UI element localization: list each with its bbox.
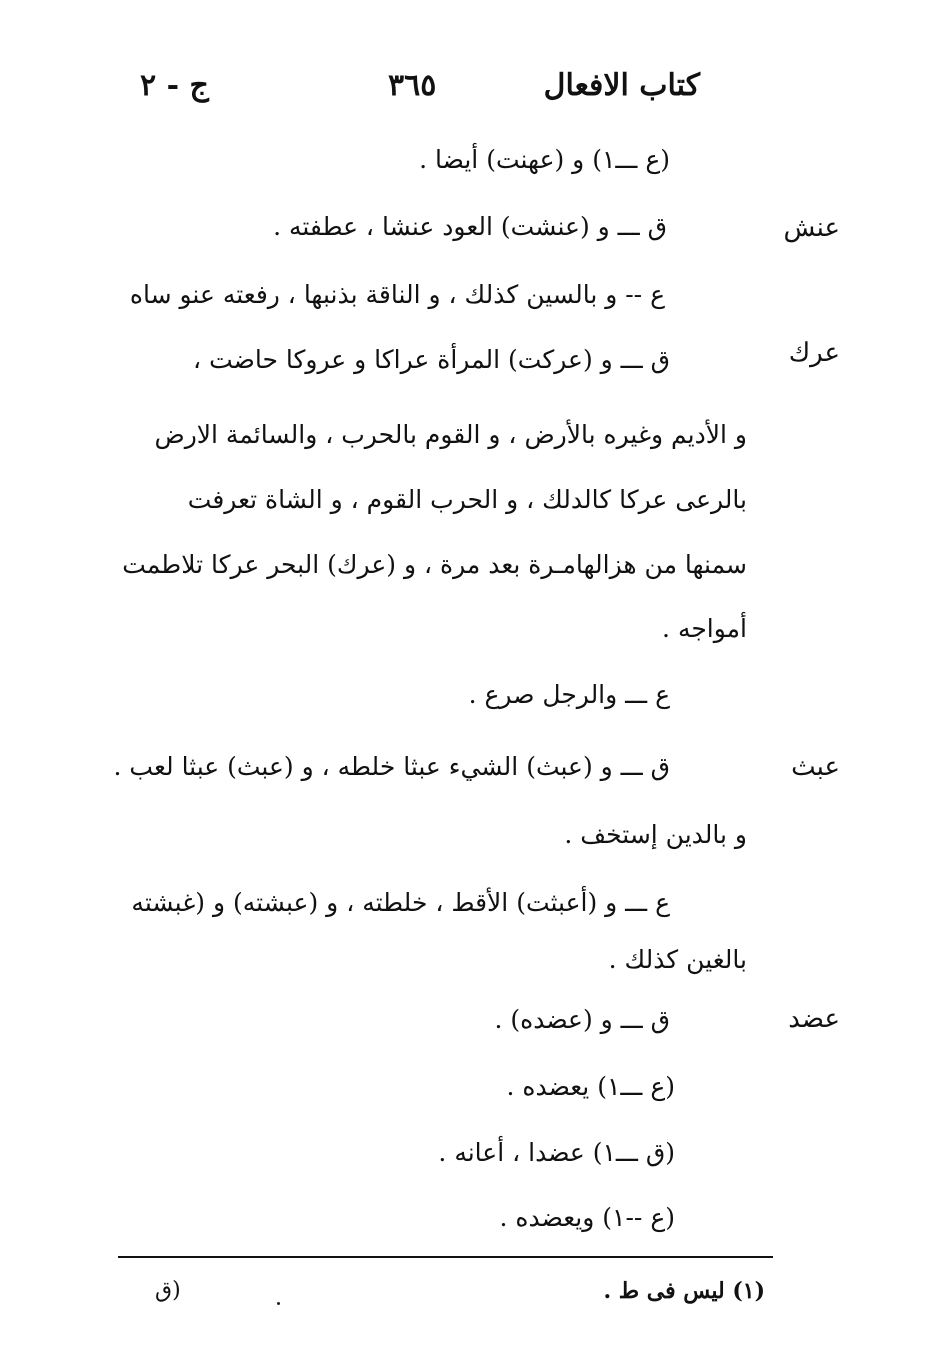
entry-line: أمواجه . (662, 614, 747, 643)
page-number: ٣٦٥ (388, 68, 437, 103)
entry-line: (ع --١) ويعضده . (499, 1203, 675, 1232)
footnote-text: (١) ليس فى ط . (603, 1278, 765, 1304)
entry-line: ق ـــ و (عركت) المرأة عراكا و عروكا حاضت ، (193, 345, 670, 374)
entry-line: ق ـــ و (عضده) . (494, 1005, 670, 1034)
entry-line: ع ـــ والرجل صرع . (468, 680, 670, 709)
footnote-marker: (ق (155, 1278, 181, 1303)
root-word-adad: عضد (788, 1004, 840, 1034)
entry-line: (ع ـــ١) يعضده . (506, 1072, 675, 1101)
print-speck (277, 1302, 280, 1305)
footnote-separator (118, 1256, 773, 1258)
running-title: كتاب الافعال (543, 68, 700, 103)
volume-label: ج - ٢ (140, 68, 209, 103)
entry-line: ق ـــ و (عنشت) العود عنشا ، عطفته . (273, 212, 667, 241)
root-word-anash: عنش (783, 213, 840, 243)
entry-line: و بالدين إستخف . (564, 820, 747, 849)
entry-line: ق ـــ و (عبث) الشيء عبثا خلطه ، و (عبث) عبثا لعب . (113, 752, 670, 781)
entry-line: ع ـــ و (أعبثت) الأقط ، خلطته ، و (عبشته) و (غبشته (131, 888, 670, 917)
entry-line: و الأديم وغيره بالأرض ، و القوم بالحرب ، والسائمة الارض (154, 420, 747, 449)
entry-line: ع -- و بالسين كذلك ، و الناقة بذنبها ، رفعته عنو ساه (129, 280, 665, 309)
entry-line: (ق ـــ١) عضدا ، أعانه . (438, 1138, 675, 1167)
entry-line: بالرعى عركا كالدلك ، و الحرب القوم ، و الشاة تعرفت (187, 485, 747, 514)
root-word-arak: عرك (788, 338, 840, 368)
entry-line: بالغين كذلك . (608, 945, 747, 974)
entry-line: (ع ـــ١) و (عهنت) أيضا . (419, 145, 670, 174)
entry-line: سمنها من هزالهامـرة بعد مرة ، و (عرك) البحر عركا تلاطمت (122, 550, 747, 579)
root-word-abath: عبث (791, 752, 840, 782)
